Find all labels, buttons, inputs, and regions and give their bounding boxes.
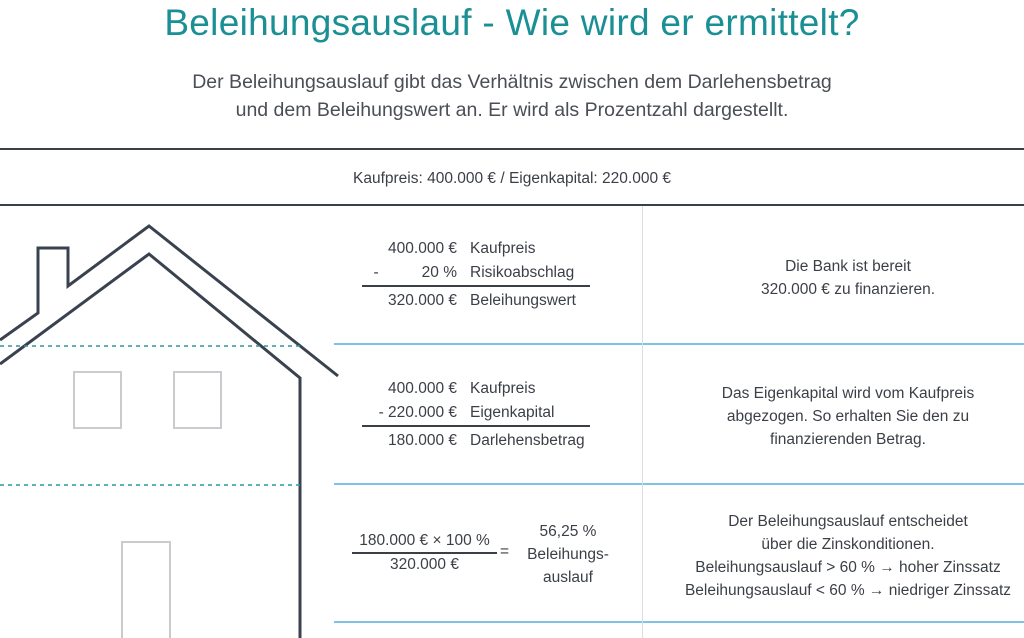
summary-line: Kaufpreis: 400.000 € / Eigenkapital: 220.000 € — [353, 170, 671, 187]
formula-result-value: 56,25 % — [539, 523, 597, 540]
calc-label: Eigenkapital — [470, 404, 555, 421]
subtitle-line-2: und dem Beleihungswert an. Er wird als Prozentzahl dargestellt. — [235, 99, 789, 121]
formula-fraction-rule — [352, 552, 497, 554]
desc-line: Der Beleihungsauslauf entscheidet — [728, 513, 968, 530]
calc-result-value: 180.000 € — [388, 432, 457, 449]
house-door — [122, 542, 170, 638]
row-divider-1 — [334, 343, 1024, 345]
house-illustration — [0, 206, 342, 638]
desc-line: Das Eigenkapital wird vom Kaufpreis — [721, 385, 975, 402]
top-divider — [0, 148, 1024, 150]
calc-value: - 220.000 € — [378, 404, 457, 421]
row-divider-2 — [334, 483, 1024, 485]
calc-sum-rule — [362, 285, 590, 287]
calc-label: Risikoabschlag — [470, 264, 575, 281]
desc-line: über die Zinskonditionen. — [761, 536, 935, 553]
desc-line: Die Bank ist bereit — [785, 258, 911, 275]
desc-line: abgezogen. So erhalten Sie den zu — [726, 408, 970, 425]
calc-value: - 20 % — [373, 264, 457, 281]
formula-result-label: auslauf — [543, 569, 593, 586]
formula-result-label: Beleihungs- — [527, 546, 609, 563]
page-title: Beleihungsauslauf - Wie wird er ermittelt? — [164, 2, 860, 43]
calc-value: 400.000 € — [388, 240, 457, 257]
calc-value: 400.000 € — [388, 380, 457, 397]
calc-sum-rule — [362, 425, 590, 427]
formula-equals: = — [500, 543, 510, 560]
desc-row-1 — [643, 255, 1024, 301]
calc-result-value: 320.000 € — [388, 292, 457, 309]
subtitle-line-1: Der Beleihungsauslauf gibt das Verhältnis zwischen dem Darlehensbetrag — [192, 71, 832, 93]
row-divider-3 — [334, 621, 1024, 623]
calc-label: Kaufpreis — [470, 240, 536, 257]
formula-denominator: 320.000 € — [390, 556, 459, 573]
desc-row-2 — [643, 382, 1024, 451]
house-window-right — [174, 372, 221, 428]
calc-result-label: Darlehensbetrag — [470, 432, 585, 449]
house-window-left — [74, 372, 121, 428]
desc-line: Beleihungsauslauf < 60 % → niedriger Zinssatz — [684, 582, 1012, 599]
desc-line: 320.000 € zu finanzieren. — [760, 281, 936, 298]
desc-row-3 — [643, 510, 1024, 602]
desc-line: Beleihungsauslauf > 60 % → hoher Zinssatz — [695, 559, 1001, 576]
page-subtitle — [0, 68, 1024, 124]
formula-numerator: 180.000 € × 100 % — [359, 532, 490, 549]
calc-result-label: Beleihungswert — [470, 292, 576, 309]
desc-line: finanzierenden Betrag. — [770, 431, 926, 448]
house-outer-roof — [0, 226, 338, 376]
formula-result — [518, 520, 618, 589]
calc-label: Kaufpreis — [470, 380, 536, 397]
